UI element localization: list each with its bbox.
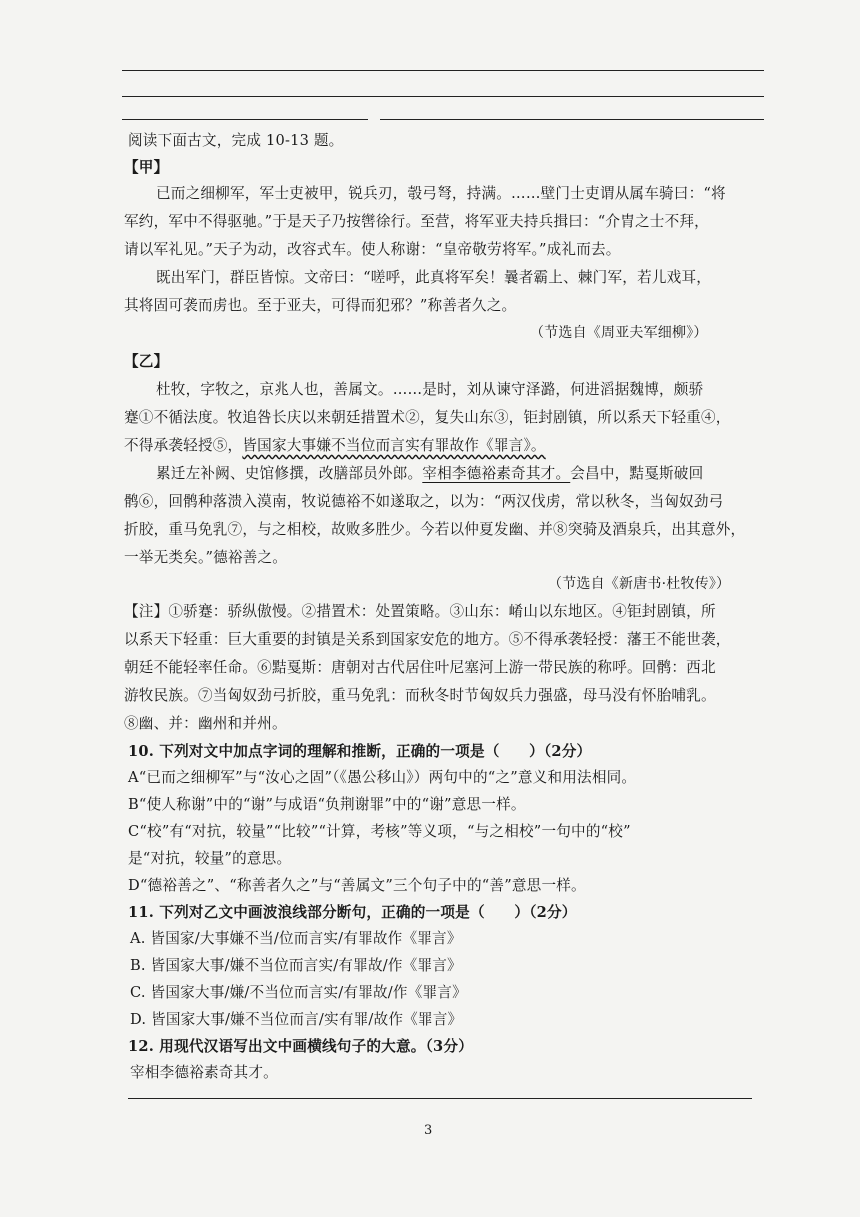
q10-option-c: C“校”有“对抗，较量”“比较”“计算，考核”等义项，“与之相校”一句中的“校”: [128, 823, 631, 840]
q10-option-b: B“使人称谢”中的“谢”与成语“负荆谢罪”中的“谢”意思一样。: [128, 796, 526, 813]
q11-option-c: C. 皆国家大事/嫌/不当位而言实/有罪故/作《罪言》: [130, 984, 467, 1001]
jia-label: 【甲】: [124, 159, 169, 176]
yi-p2-line1: [156, 464, 703, 484]
q12-sentence: 宰相李德裕素奇其才。: [130, 1064, 278, 1081]
q10-option-a: A“已而之细柳军”与“汝心之固”（《愚公移山》）两句中的“之”意义和用法相同。: [128, 769, 637, 786]
page-number: 3: [424, 1123, 433, 1138]
yi-p2-line2: 鹘⑥，回鹘种落溃入漠南，牧说德裕不如遂取之，以为：“两汉伐虏，常以秋冬，当匈奴劲弓: [124, 493, 724, 510]
answer-line-3a: [122, 119, 368, 120]
yi-p1-line3: [124, 436, 546, 456]
jia-source: （节选自《周亚夫军细柳》）: [530, 325, 708, 341]
yi-p2-line4: 一举无类矣。”德裕善之。: [124, 549, 288, 566]
yi-p2-line3: 折胶，重马免乳⑦，与之相校，故败多胜少。今若以仲夏发幽、并⑧突骑及酒泉兵，出其意外，: [124, 521, 746, 538]
q11-option-d: D. 皆国家大事/嫌不当位而言/实有罪/故作《罪言》: [130, 1011, 463, 1028]
yi-label: 【乙】: [124, 353, 169, 370]
q11-option-a: A. 皆国家/大事嫌不当/位而言实/有罪故作《罪言》: [130, 930, 462, 947]
answer-line-3b: [380, 119, 764, 120]
wavy-underlined-sentence: 皆国家大事嫌不当位而言实有罪故作《罪言》。: [242, 437, 546, 454]
q11-stem: 11. 下列对乙文中画波浪线部分断句，正确的一项是（ ）（2分）: [128, 904, 577, 921]
yi-p2-line1-post: 会昌中，黠戛斯破回: [570, 465, 704, 482]
jia-p2-line1: 既出军门，群臣皆惊。文帝曰：“嗟呼，此真将军矣！曩者霸上、棘门军，若儿戏耳，: [156, 269, 712, 286]
q12-stem: 12. 用现代汉语写出文中画横线句子的大意。（3分）: [128, 1038, 473, 1055]
yi-p1-line3-pre: 不得承袭轻授⑤，: [124, 437, 243, 454]
q10-stem: 10. 下列对文中加点字词的理解和推断，正确的一项是（ ）（2分）: [128, 743, 592, 760]
q10-option-d: D“德裕善之”、“称善者久之”与“善属文”三个句子中的“善”意思一样。: [128, 877, 586, 894]
notes-line1: 【注】①骄蹇：骄纵傲慢。②措置术：处置策略。③山东：崤山以东地区。④钜封剧镇，所: [124, 603, 716, 620]
notes-line5: ⑧幽、并：幽州和并州。: [124, 715, 287, 732]
yi-p2-line1-pre: 累迁左补阙、史馆修撰，改膳部员外郎。: [156, 465, 423, 482]
notes-line3: 朝廷不能轻率任命。⑥黠戛斯：唐朝对古代居住叶尼塞河上游一带民族的称呼。回鹘：西北: [124, 659, 716, 676]
yi-p1-line1: 杜牧，字牧之，京兆人也，善属文。……是时，刘从谏守泽潞，何进滔据魏博，颇骄: [156, 381, 704, 398]
jia-p1-line2: 军约，军中不得驱驰。”于是天子乃按辔徐行。至营，将军亚夫持兵揖曰：“介胄之士不拜，: [124, 213, 709, 230]
answer-line-2: [122, 96, 764, 97]
notes-line2: 以系天下轻重：巨大重要的封镇是关系到国家安危的地方。⑤不得承袭轻授：藩王不能世袭，: [124, 631, 731, 648]
yi-p1-line2: 蹇①不循法度。牧追咎长庆以来朝廷措置术②，复失山东③，钜封剧镇，所以系天下轻重④，: [124, 409, 731, 426]
answer-line-bottom: [128, 1098, 752, 1099]
q10-option-c-cont: 是“对抗，较量”的意思。: [128, 850, 292, 867]
q11-option-b: B. 皆国家大事/嫌不当位而言实/有罪故/作《罪言》: [130, 957, 462, 974]
notes-line4: 游牧民族。⑦当匈奴劲弓折胶，重马免乳：而秋冬时节匈奴兵力强盛，母马没有怀胎哺乳。: [124, 687, 716, 704]
answer-line-1: [122, 70, 764, 71]
jia-p2-line2: 其将固可袭而虏也。至于亚夫，可得而犯邪？”称善者久之。: [124, 297, 517, 314]
yi-source: （节选自《新唐书·杜牧传》）: [548, 576, 731, 592]
underlined-sentence: 宰相李德裕素奇其才。: [422, 465, 571, 482]
jia-p1-line1: 已而之细柳军，军士吏被甲，锐兵刃，彀弓弩，持满。……壁门士吏谓从属车骑曰：“将: [156, 185, 726, 202]
instruction: 阅读下面古文，完成 10-13 题。: [128, 132, 344, 149]
jia-p1-line3: 请以军礼见。”天子为动，改容式车。使人称谢：“皇帝敬劳将军。”成礼而去。: [124, 241, 621, 258]
